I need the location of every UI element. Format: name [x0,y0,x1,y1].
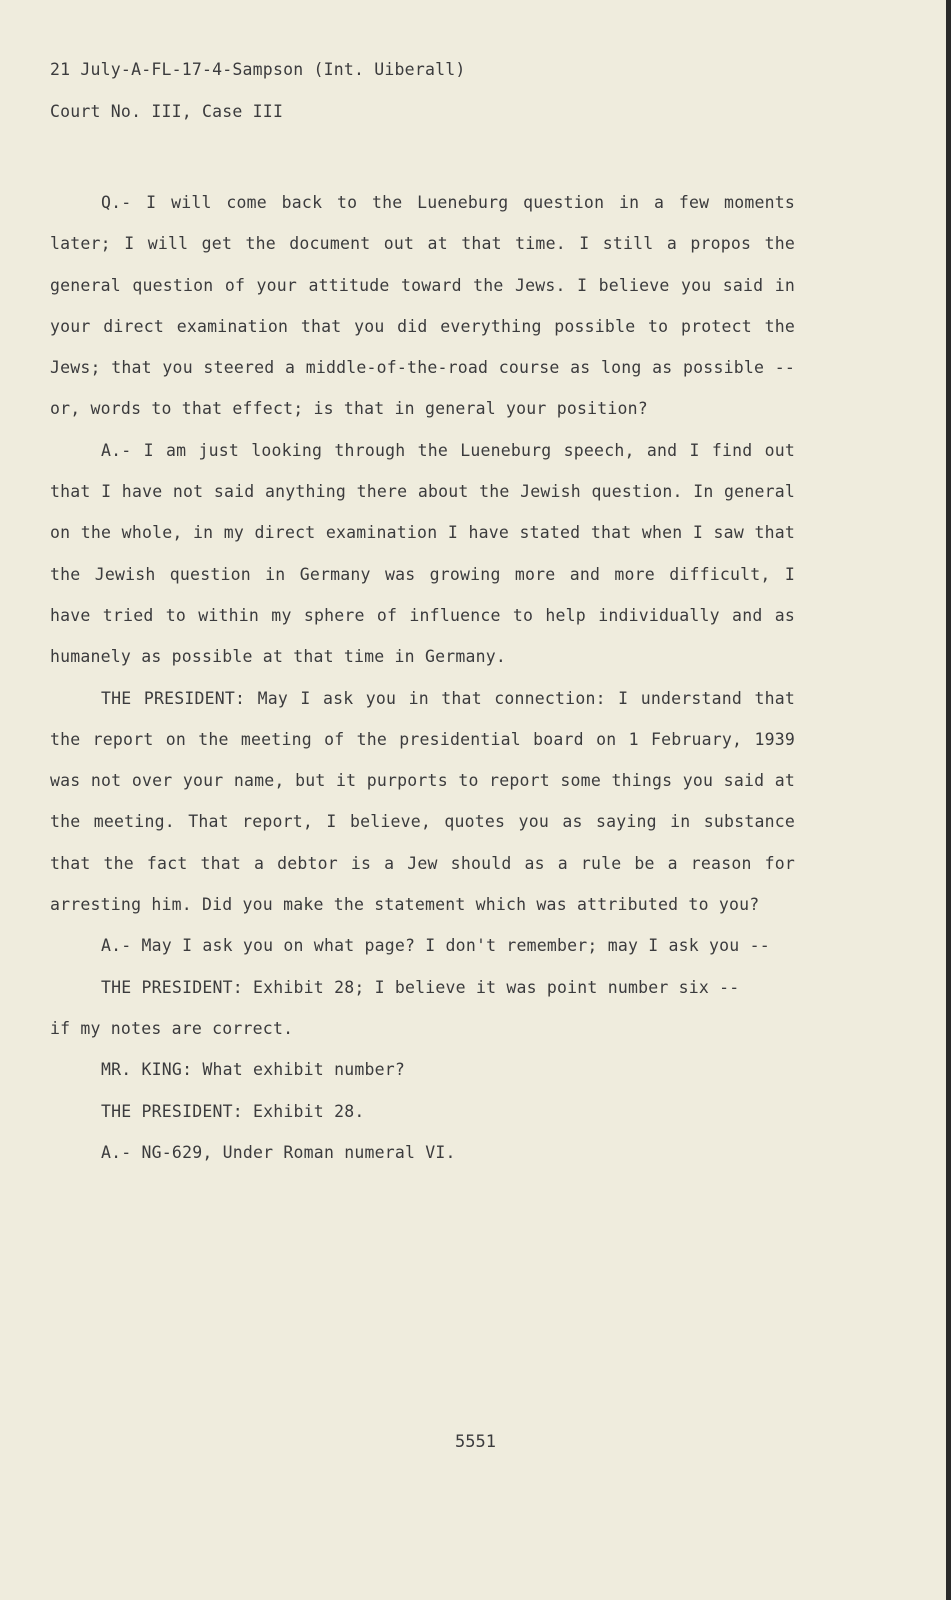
transcript-paragraph-king: MR. KING: What exhibit number? [101,1060,406,1080]
transcript-paragraph-president-exhibit: THE PRESIDENT: Exhibit 28; I believe it was point number six -- [101,977,740,997]
transcript-paragraph-answer-page: A.- May I ask you on what page? I don't remember; may I ask you -- [101,936,770,956]
transcript-paragraph-answer: A.- I am just looking through the Lueneburg speech, and I find out that I have not said anything there about the Jewish question. In general on the whole, in my direct examination I have stated that when I saw that the Jewish question in Germany was growing more and more difficult, I have tried to within my sphere of influence to help individually and as humanely as possible at that time in Germany. [50,440,795,667]
transcript-paragraph-continuation: if my notes are correct. [50,1018,294,1038]
transcript-paragraph-question: Q.- I will come back to the Lueneburg question in a few moments later; I will get the document out at that time. I still a propos the general question of your attitude toward the Jews. I believe you said in your direct examination that you did everything possible to protect the Jews; that you steered a middle-of-the-road course as long as possible -- or, words to that effect; is that in general your position? [50,193,795,419]
transcript-paragraph-president-exhibit-28: THE PRESIDENT: Exhibit 28. [101,1101,365,1121]
transcript-paragraph-president: THE PRESIDENT: May I ask you in that connection: I understand that the report on the meeting of the presidential board on 1 February, 1939 was not over your name, but it purports to report some things you said at the meeting. That report, I believe, quotes you as saying in substance that the fact that a debtor is a Jew should as a rule be a reason for arresting him. Did you make the statement which was attributed to you? [50,688,795,915]
transcript-paragraph-answer-ng: A.- NG-629, Under Roman numeral VI. [101,1142,456,1162]
document-header-session: 21 July-A-FL-17-4-Sampson (Int. Uiberall) [50,60,466,79]
transcript-body [50,182,795,1173]
page-number: 5551 [455,1432,496,1452]
document-header-court: Court No. III, Case III [50,102,284,121]
